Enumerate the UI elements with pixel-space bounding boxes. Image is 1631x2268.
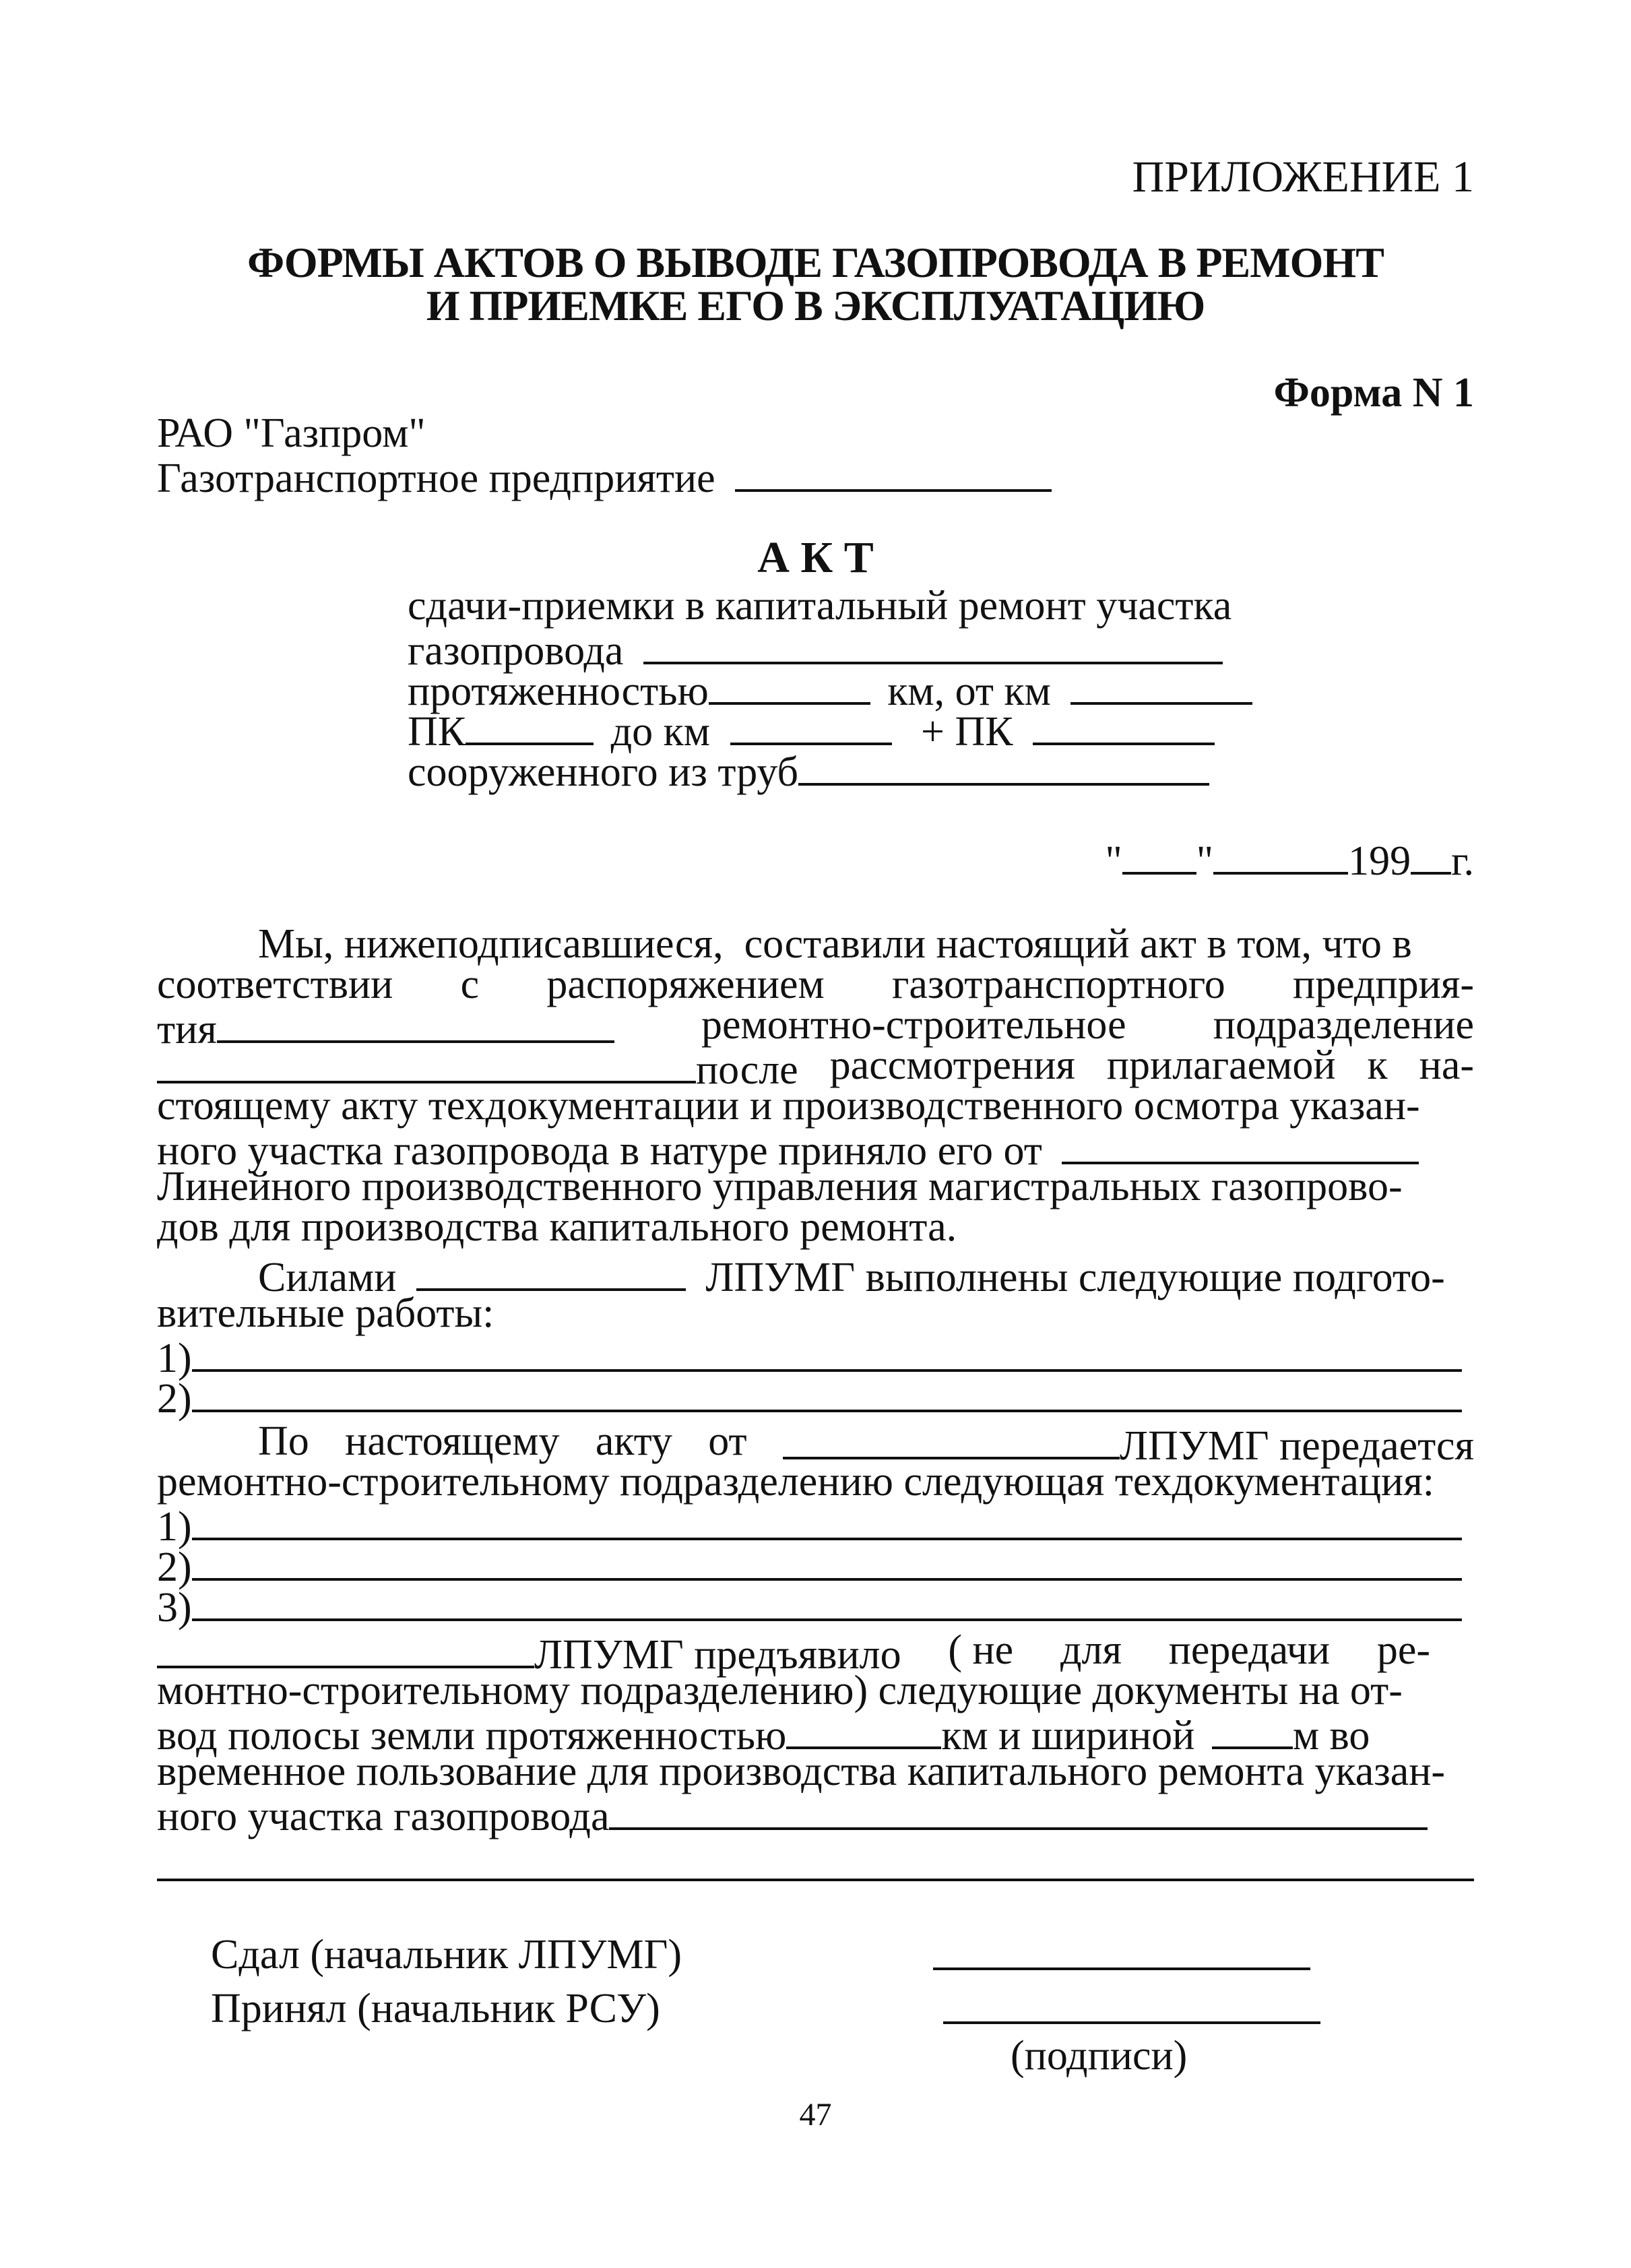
act-gas-line bbox=[408, 625, 1223, 672]
p4-line-3-c: м во bbox=[1292, 1713, 1370, 1759]
month-blank bbox=[1213, 836, 1348, 875]
pk-blank bbox=[466, 706, 594, 745]
p1-line-1: Мы, нижеподписавшиеся, составили настоящий акт в том, что в bbox=[258, 921, 1412, 967]
date-suffix: г. bbox=[1451, 838, 1474, 884]
p1-line-3-left bbox=[157, 1004, 614, 1050]
page-number: 47 bbox=[799, 2097, 832, 2133]
appendix-label: ПРИЛОЖЕНИЕ 1 bbox=[1132, 152, 1474, 201]
word: с bbox=[460, 962, 480, 1007]
work-item-2-blank bbox=[192, 1373, 1462, 1412]
doc-item-2 bbox=[157, 1542, 1462, 1588]
word: после bbox=[696, 1047, 798, 1093]
item-number: 2) bbox=[157, 1376, 192, 1422]
from-lpumg-blank bbox=[1062, 1125, 1419, 1164]
p4-line-3-a: вод полосы земли протяженностью bbox=[157, 1713, 787, 1759]
work-item-1 bbox=[157, 1333, 1462, 1379]
word: подразделение bbox=[1213, 1002, 1474, 1048]
accepted-signature-line bbox=[943, 2021, 1320, 2024]
lpumg-name-blank bbox=[157, 1629, 534, 1668]
km-from-blank bbox=[1070, 666, 1252, 705]
date-quote-open: " bbox=[1105, 838, 1122, 884]
item-number: 3) bbox=[157, 1585, 192, 1631]
doc-item-3-blank bbox=[192, 1582, 1462, 1621]
full-width-rule bbox=[157, 1879, 1474, 1881]
forces-blank bbox=[416, 1252, 686, 1291]
p1-line-7: Линейного производственного управления магистральных газопрово- bbox=[157, 1164, 1403, 1209]
item-number: 2) bbox=[157, 1544, 192, 1590]
act-heading: А К Т bbox=[757, 533, 874, 582]
word: от bbox=[708, 1418, 747, 1464]
p1-line-6-text: ного участка газопровода в натуре приняло его от bbox=[157, 1128, 1042, 1174]
p2-line-1-rest: ЛПУМГ выполнены следующие подгото- bbox=[705, 1255, 1445, 1300]
length-blank bbox=[709, 666, 870, 705]
p2-line-2: вительные работы: bbox=[157, 1290, 494, 1336]
word: настоящему bbox=[345, 1418, 560, 1464]
enterprise-blank bbox=[735, 453, 1052, 492]
km-from-label: км, от км bbox=[887, 668, 1051, 714]
act-from-blank bbox=[783, 1420, 1120, 1459]
word: соответствии bbox=[157, 962, 393, 1007]
act-pipes-line bbox=[408, 747, 1209, 793]
p4-line-4: временное пользование для производства капитального ремонта указан- bbox=[157, 1749, 1446, 1794]
word: тия bbox=[157, 1007, 217, 1052]
organization: РАО "Газпром" bbox=[157, 410, 426, 456]
word: ремонтно-строительное bbox=[701, 1002, 1126, 1048]
p4-line-3-b: км и шириной bbox=[941, 1713, 1195, 1759]
to-km-blank bbox=[730, 706, 892, 745]
word: предприя- bbox=[1293, 962, 1474, 1007]
title-line-1: ФОРМЫ АКТОВ О ВЫВОДЕ ГАЗОПРОВОДА В РЕМОНТ bbox=[247, 239, 1384, 286]
word: передачи bbox=[1168, 1627, 1331, 1673]
pipes-label: сооруженного из труб bbox=[408, 749, 799, 795]
word: на- bbox=[1419, 1042, 1474, 1088]
section-blank bbox=[609, 1791, 1428, 1830]
p1-line-2 bbox=[157, 964, 1474, 1005]
gas-label: газопровода bbox=[408, 628, 624, 674]
act-length-line bbox=[408, 666, 1252, 712]
strip-width-blank bbox=[1212, 1710, 1293, 1749]
enterprise-label: Газотранспортное предприятие bbox=[157, 455, 715, 501]
word: ( не bbox=[948, 1627, 1014, 1673]
title-line-2: И ПРИЕМКЕ ЕГО В ЭКСПЛУАТАЦИЮ bbox=[426, 282, 1205, 329]
word: прилагаемой bbox=[1106, 1042, 1336, 1088]
enterprise-order-blank bbox=[217, 1004, 614, 1043]
length-label: протяженностью bbox=[408, 668, 709, 714]
pipes-blank bbox=[798, 747, 1209, 786]
word: ре- bbox=[1376, 1627, 1430, 1673]
doc-item-1 bbox=[157, 1501, 1462, 1548]
p4-line-2: монтно-строительному подразделению) следующие документы на от- bbox=[157, 1668, 1403, 1713]
form-number: Форма N 1 bbox=[1273, 370, 1474, 416]
word: к bbox=[1367, 1042, 1388, 1088]
plus-pk-blank bbox=[1033, 706, 1215, 745]
work-item-1-blank bbox=[192, 1333, 1462, 1372]
date-quote-close: " bbox=[1196, 838, 1214, 884]
p4-line-5-text: ного участка газопровода bbox=[157, 1794, 610, 1839]
pk-label: ПК bbox=[408, 709, 466, 755]
doc-item-1-blank bbox=[192, 1501, 1462, 1540]
p4-line-5 bbox=[157, 1791, 1428, 1837]
p1-line-5: стоящему акту техдокументации и производственного осмотра указан- bbox=[157, 1083, 1420, 1129]
year-blank bbox=[1411, 836, 1451, 875]
date-line bbox=[1105, 836, 1474, 882]
word: для bbox=[1060, 1627, 1122, 1673]
work-item-2 bbox=[157, 1373, 1462, 1420]
to-km-label: до км bbox=[610, 709, 711, 755]
item-number: 1) bbox=[157, 1504, 192, 1550]
p1-line-8: дов для производства капитального ремонта. bbox=[157, 1204, 957, 1250]
subdivision-blank bbox=[157, 1044, 696, 1083]
word: рассмотрения bbox=[829, 1042, 1075, 1088]
word: газотранспортного bbox=[891, 962, 1225, 1007]
plus-pk-label: + ПК bbox=[921, 709, 1013, 755]
act-pk-line bbox=[408, 706, 1215, 753]
p3-line-2: ремонтно-строительному подразделению следующая техдокументация: bbox=[157, 1459, 1434, 1505]
day-blank bbox=[1122, 836, 1196, 875]
word: По bbox=[258, 1418, 309, 1464]
forces-label: Силами bbox=[258, 1255, 397, 1300]
word: ЛПУМГ передается bbox=[1119, 1423, 1474, 1469]
enterprise-line bbox=[157, 453, 1052, 499]
word: распоряжением bbox=[546, 962, 825, 1007]
gas-blank bbox=[643, 625, 1223, 664]
handed-by-label: Сдал (начальник ЛПУМГ) bbox=[211, 1932, 682, 1978]
accepted-by-label: Принял (начальник РСУ) bbox=[211, 1986, 660, 2031]
doc-item-2-blank bbox=[192, 1542, 1462, 1581]
strip-length-blank bbox=[786, 1710, 941, 1749]
signatures-caption: (подписи) bbox=[1011, 2033, 1188, 2079]
handed-signature-line bbox=[933, 1967, 1310, 1970]
doc-item-3 bbox=[157, 1582, 1462, 1629]
act-subtitle: сдачи-приемки в капитальный ремонт участка bbox=[408, 583, 1232, 629]
item-number: 1) bbox=[157, 1335, 192, 1381]
word: ЛПУМГ предъявило bbox=[534, 1632, 901, 1678]
word: акту bbox=[595, 1418, 672, 1464]
date-year: 199 bbox=[1348, 838, 1411, 884]
